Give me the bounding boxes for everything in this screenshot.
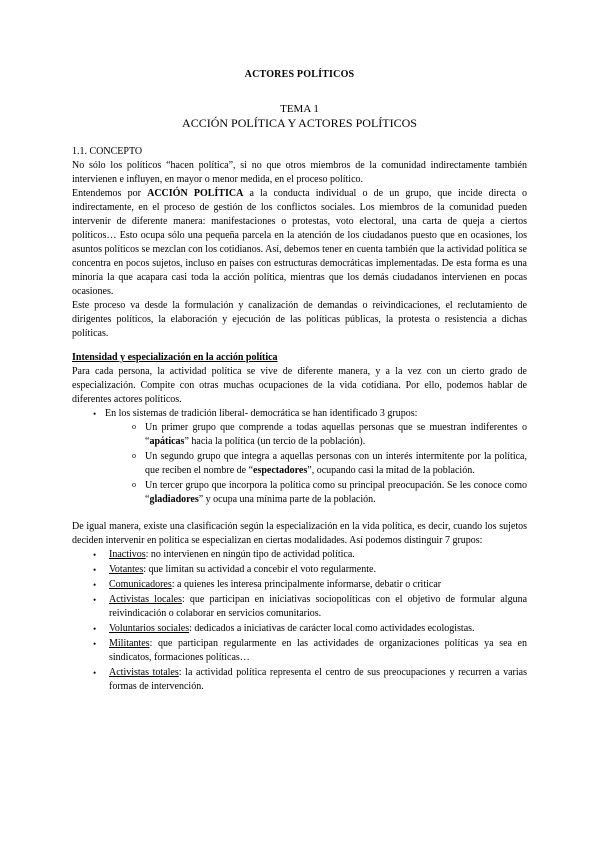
sub-item-3-start: Un tercer grupo que incorpora la política como su principal preocupación. Se les conoce como “: [145, 480, 527, 505]
group-desc: : no intervienen en ningún tipo de actividad política.: [145, 549, 355, 560]
list-item: [72, 578, 527, 592]
list-item: [72, 666, 527, 694]
accion-politica-term: ACCIÓN POLÍTICA: [147, 188, 244, 199]
sub-list: [72, 421, 527, 507]
seven-groups-list: [72, 548, 527, 694]
group-term: Inactivos: [109, 549, 146, 560]
list-item: [72, 637, 527, 665]
list-item: [72, 548, 527, 562]
group-term: Votantes: [109, 564, 144, 575]
group-term: Militantes: [109, 638, 150, 649]
sub-item-1-end: ” hacia la política (un tercio de la población).: [184, 436, 366, 447]
bullet-text: En los sistemas de tradición liberal- democrática se han identificado 3 grupos:: [105, 408, 418, 419]
sub-item-2-end: ”, ocupando casi la mitad de la población.: [307, 465, 475, 476]
group-term: Activistas totales: [109, 667, 179, 678]
spacer: [72, 508, 527, 520]
paragraph-3: Este proceso va desde la formulación y canalización de demandas o reivindicaciones, el reclutamiento de dirigentes políticos, la elaboración y ejecución de las políticas públicas, la protesta o resistencia a dichas políticas.: [72, 300, 527, 339]
group-desc: : que limitan su actividad a concebir el voto regularmente.: [143, 564, 376, 575]
list-item: [72, 450, 527, 478]
paragraph-5: De igual manera, existe una clasificación según la especialización en la vida política, es decir, cuando los sujetos deciden intervenir en política se especializan en ciertas modalidades. Así podemos distinguir 7 grupos:: [72, 521, 527, 546]
list-item: [72, 563, 527, 577]
group-desc: : dedicados a iniciativas de carácter local como actividades ecologistas.: [189, 623, 475, 634]
tema-subtitle: ACCIÓN POLÍTICA Y ACTORES POLÍTICOS: [182, 116, 417, 130]
paragraph-1: No sólo los políticos “hacen política”, si no que otros miembros de la comunidad indirectamente también intervienen e influyen, en mayor o menor medida, en el proceso político.: [72, 160, 527, 185]
paragraph-2-rest: a la conducta individual o de un grupo, que incide directa o indirectamente, en el proceso de gestión de los conflictos sociales. Los miembros de la comunidad pueden intervenir de diferente manera: manifestaciones o protestas, voto electoral, una carta de queja a ciertos políticos… Esto ocupa sólo una pequeña parcela en la atención de los ciudadanos puesto que en ocasiones, los asuntos políticos se mezclan con los cotidianos. Así, debemos tener en cuenta también que la actividad política se concentra en pocos sujetos, incluso en países con estructuras democráticas implementadas. De esta forma es una minoría la que acapara casi toda la acción política, mientras que los demás ciudadanos intervienen en pocas ocasiones.: [72, 188, 527, 297]
sub-item-3-end: ” y ocupa una mínima parte de la población.: [198, 494, 376, 505]
subsection-heading: Intensidad y especialización en la acción política: [72, 352, 278, 363]
section-heading: 1.1. CONCEPTO: [72, 146, 143, 157]
apaticas-term: apáticas: [149, 436, 185, 447]
group-desc: : la actividad política representa el centro de sus preocupaciones y recurren a varias formas de intervención.: [109, 667, 527, 692]
group-term: Voluntarios sociales: [109, 623, 190, 634]
list-item: [72, 593, 527, 621]
tema-label: TEMA 1: [280, 103, 319, 115]
group-desc: : a quienes les interesa principalmente informarse, debatir o criticar: [171, 579, 442, 590]
espectadores-term: espectadores: [253, 465, 308, 476]
list-item: [72, 421, 527, 449]
paragraph-2: [72, 187, 527, 299]
document-title: ACTORES POLÍTICOS: [244, 69, 355, 80]
paragraph-2-start: Entendemos por: [72, 188, 148, 199]
sub-item-1-start: Un primer grupo que comprende a todas aquellas personas que se muestran indiferentes o “: [145, 422, 527, 447]
group-desc: : que participan en iniciativas sociopolíticas con el objetivo de formular alguna reivindicación o colaborar en servicios comunitarios.: [109, 594, 528, 619]
group-desc: : que participan regularmente en las actividades de organizaciones políticas ya sea en sindicatos, formaciones políticas…: [109, 638, 527, 663]
groups-list: [72, 407, 527, 507]
document-page: [72, 68, 527, 695]
list-item: [72, 479, 527, 507]
paragraph-4: Para cada persona, la actividad política se vive de diferente manera, y a la vez con un cierto grado de especialización. Compite con otras muchas ocupaciones de la vida cotidiana. Por ello, podemos hablar de diferentes actores políticos.: [72, 366, 527, 405]
list-item: [72, 622, 527, 636]
gladiadores-term: gladiadores: [149, 494, 199, 505]
group-term: Comunicadores: [109, 579, 172, 590]
group-term: Activistas locales: [109, 594, 182, 605]
list-item: [72, 407, 527, 507]
sub-item-2-start: Un segundo grupo que integra a aquellas personas con un interés intermitente por la política, que reciben el nombre de “: [145, 451, 527, 476]
